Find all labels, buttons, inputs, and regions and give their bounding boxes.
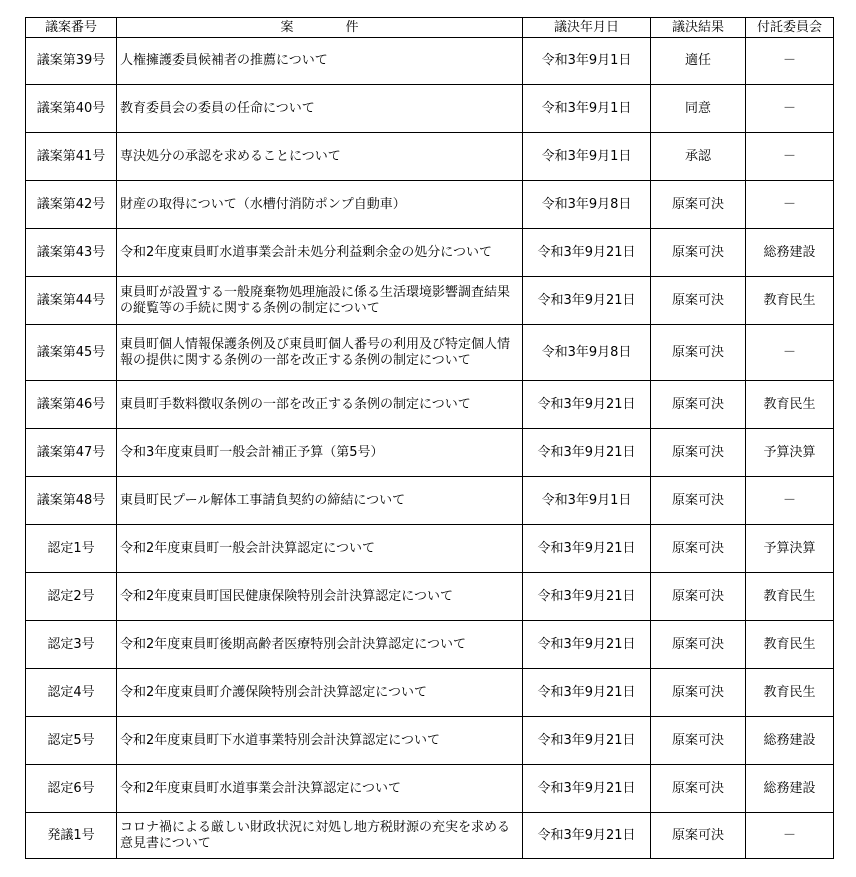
bill-number: 発議1号 [26,813,117,859]
bill-number: 議案第42号 [26,181,117,229]
bill-number: 議案第39号 [26,38,117,85]
bill-title: 令和2年度東員町介護保険特別会計決算認定について [117,669,523,717]
table-row [26,765,834,813]
resolution-result: 原案可決 [651,621,746,669]
resolution-result: 原案可決 [651,229,746,277]
resolution-result: 原案可決 [651,669,746,717]
resolution-result: 承認 [651,133,746,181]
resolution-result: 原案可決 [651,477,746,525]
resolution-result: 原案可決 [651,429,746,477]
committee: 教育民生 [746,669,834,717]
bill-title: 東員町民プール解体工事請負契約の締結について [117,477,523,525]
resolution-date: 令和3年9月1日 [523,133,651,181]
resolution-result: 原案可決 [651,181,746,229]
header-committee: 付託委員会 [746,18,834,38]
resolution-result: 原案可決 [651,325,746,381]
resolution-date: 令和3年9月8日 [523,181,651,229]
bill-number: 認定3号 [26,621,117,669]
header-number: 議案番号 [26,18,117,38]
committee: 予算決算 [746,429,834,477]
bill-number: 認定1号 [26,525,117,573]
bill-number: 議案第47号 [26,429,117,477]
committee: － [746,181,834,229]
committee: － [746,133,834,181]
bill-number: 認定5号 [26,717,117,765]
resolution-date: 令和3年9月21日 [523,765,651,813]
table-row [26,181,834,229]
bill-title: 令和3年度東員町一般会計補正予算（第5号） [117,429,523,477]
resolution-date: 令和3年9月1日 [523,38,651,85]
resolution-result: 原案可決 [651,717,746,765]
bill-title: 令和2年度東員町水道事業会計決算認定について [117,765,523,813]
committee: － [746,813,834,859]
resolution-date: 令和3年9月21日 [523,229,651,277]
resolution-date: 令和3年9月21日 [523,525,651,573]
resolution-date: 令和3年9月21日 [523,669,651,717]
table-row [26,621,834,669]
resolution-result: 同意 [651,85,746,133]
resolution-date: 令和3年9月21日 [523,621,651,669]
committee: 教育民生 [746,277,834,325]
resolution-date: 令和3年9月21日 [523,277,651,325]
resolution-result: 原案可決 [651,277,746,325]
committee: 総務建設 [746,229,834,277]
bill-title: 東員町個人情報保護条例及び東員町個人番号の利用及び特定個人情報の提供に関する条例の一部を改正する条例の制定について [117,325,523,381]
resolution-result: 適任 [651,38,746,85]
bill-title: 令和2年度東員町一般会計決算認定について [117,525,523,573]
committee: 教育民生 [746,381,834,429]
table-row [26,38,834,85]
resolution-date: 令和3年9月21日 [523,717,651,765]
bill-title: コロナ禍による厳しい財政状況に対処し地方税財源の充実を求める意見書について [117,813,523,859]
bill-title: 東員町手数料徴収条例の一部を改正する条例の制定について [117,381,523,429]
table-row [26,85,834,133]
table-row [26,277,834,325]
bill-title: 専決処分の承認を求めることについて [117,133,523,181]
resolution-table [25,17,834,859]
resolution-result: 原案可決 [651,765,746,813]
committee: 予算決算 [746,525,834,573]
bill-number: 議案第43号 [26,229,117,277]
bill-number: 議案第41号 [26,133,117,181]
table-row [26,229,834,277]
committee: 教育民生 [746,573,834,621]
committee: － [746,477,834,525]
table-row [26,717,834,765]
table-body [26,38,834,859]
table-row [26,325,834,381]
bill-number: 議案第48号 [26,477,117,525]
header-date: 議決年月日 [523,18,651,38]
table-row [26,381,834,429]
header-row [26,18,834,38]
resolution-result: 原案可決 [651,813,746,859]
committee: － [746,85,834,133]
bill-number: 議案第45号 [26,325,117,381]
bill-number: 認定6号 [26,765,117,813]
table-row [26,573,834,621]
resolution-result: 原案可決 [651,381,746,429]
table-header [26,18,834,38]
resolution-date: 令和3年9月21日 [523,573,651,621]
bill-number: 認定2号 [26,573,117,621]
table-row [26,669,834,717]
table-row [26,477,834,525]
committee: － [746,38,834,85]
bill-number: 認定4号 [26,669,117,717]
resolution-date: 令和3年9月21日 [523,813,651,859]
bill-title: 令和2年度東員町後期高齢者医療特別会計決算認定について [117,621,523,669]
committee: 総務建設 [746,717,834,765]
resolution-date: 令和3年9月21日 [523,429,651,477]
resolution-result: 原案可決 [651,525,746,573]
committee: 教育民生 [746,621,834,669]
bill-title: 令和2年度東員町水道事業会計未処分利益剰余金の処分について [117,229,523,277]
committee: － [746,325,834,381]
bill-title: 財産の取得について（水槽付消防ポンプ自動車） [117,181,523,229]
table-row [26,525,834,573]
bill-title: 令和2年度東員町国民健康保険特別会計決算認定について [117,573,523,621]
resolution-date: 令和3年9月1日 [523,477,651,525]
header-title: 案 件 [117,18,523,38]
table-row [26,813,834,859]
resolution-date: 令和3年9月1日 [523,85,651,133]
table-row [26,133,834,181]
bill-title: 令和2年度東員町下水道事業特別会計決算認定について [117,717,523,765]
bill-number: 議案第46号 [26,381,117,429]
resolution-date: 令和3年9月8日 [523,325,651,381]
bill-title: 東員町が設置する一般廃棄物処理施設に係る生活環境影響調査結果の縦覧等の手続に関する条例の制定について [117,277,523,325]
bill-number: 議案第40号 [26,85,117,133]
bill-title: 教育委員会の委員の任命について [117,85,523,133]
committee: 総務建設 [746,765,834,813]
bill-title: 人権擁護委員候補者の推薦について [117,38,523,85]
bill-number: 議案第44号 [26,277,117,325]
resolution-date: 令和3年9月21日 [523,381,651,429]
header-result: 議決結果 [651,18,746,38]
resolution-result: 原案可決 [651,573,746,621]
table-row [26,429,834,477]
